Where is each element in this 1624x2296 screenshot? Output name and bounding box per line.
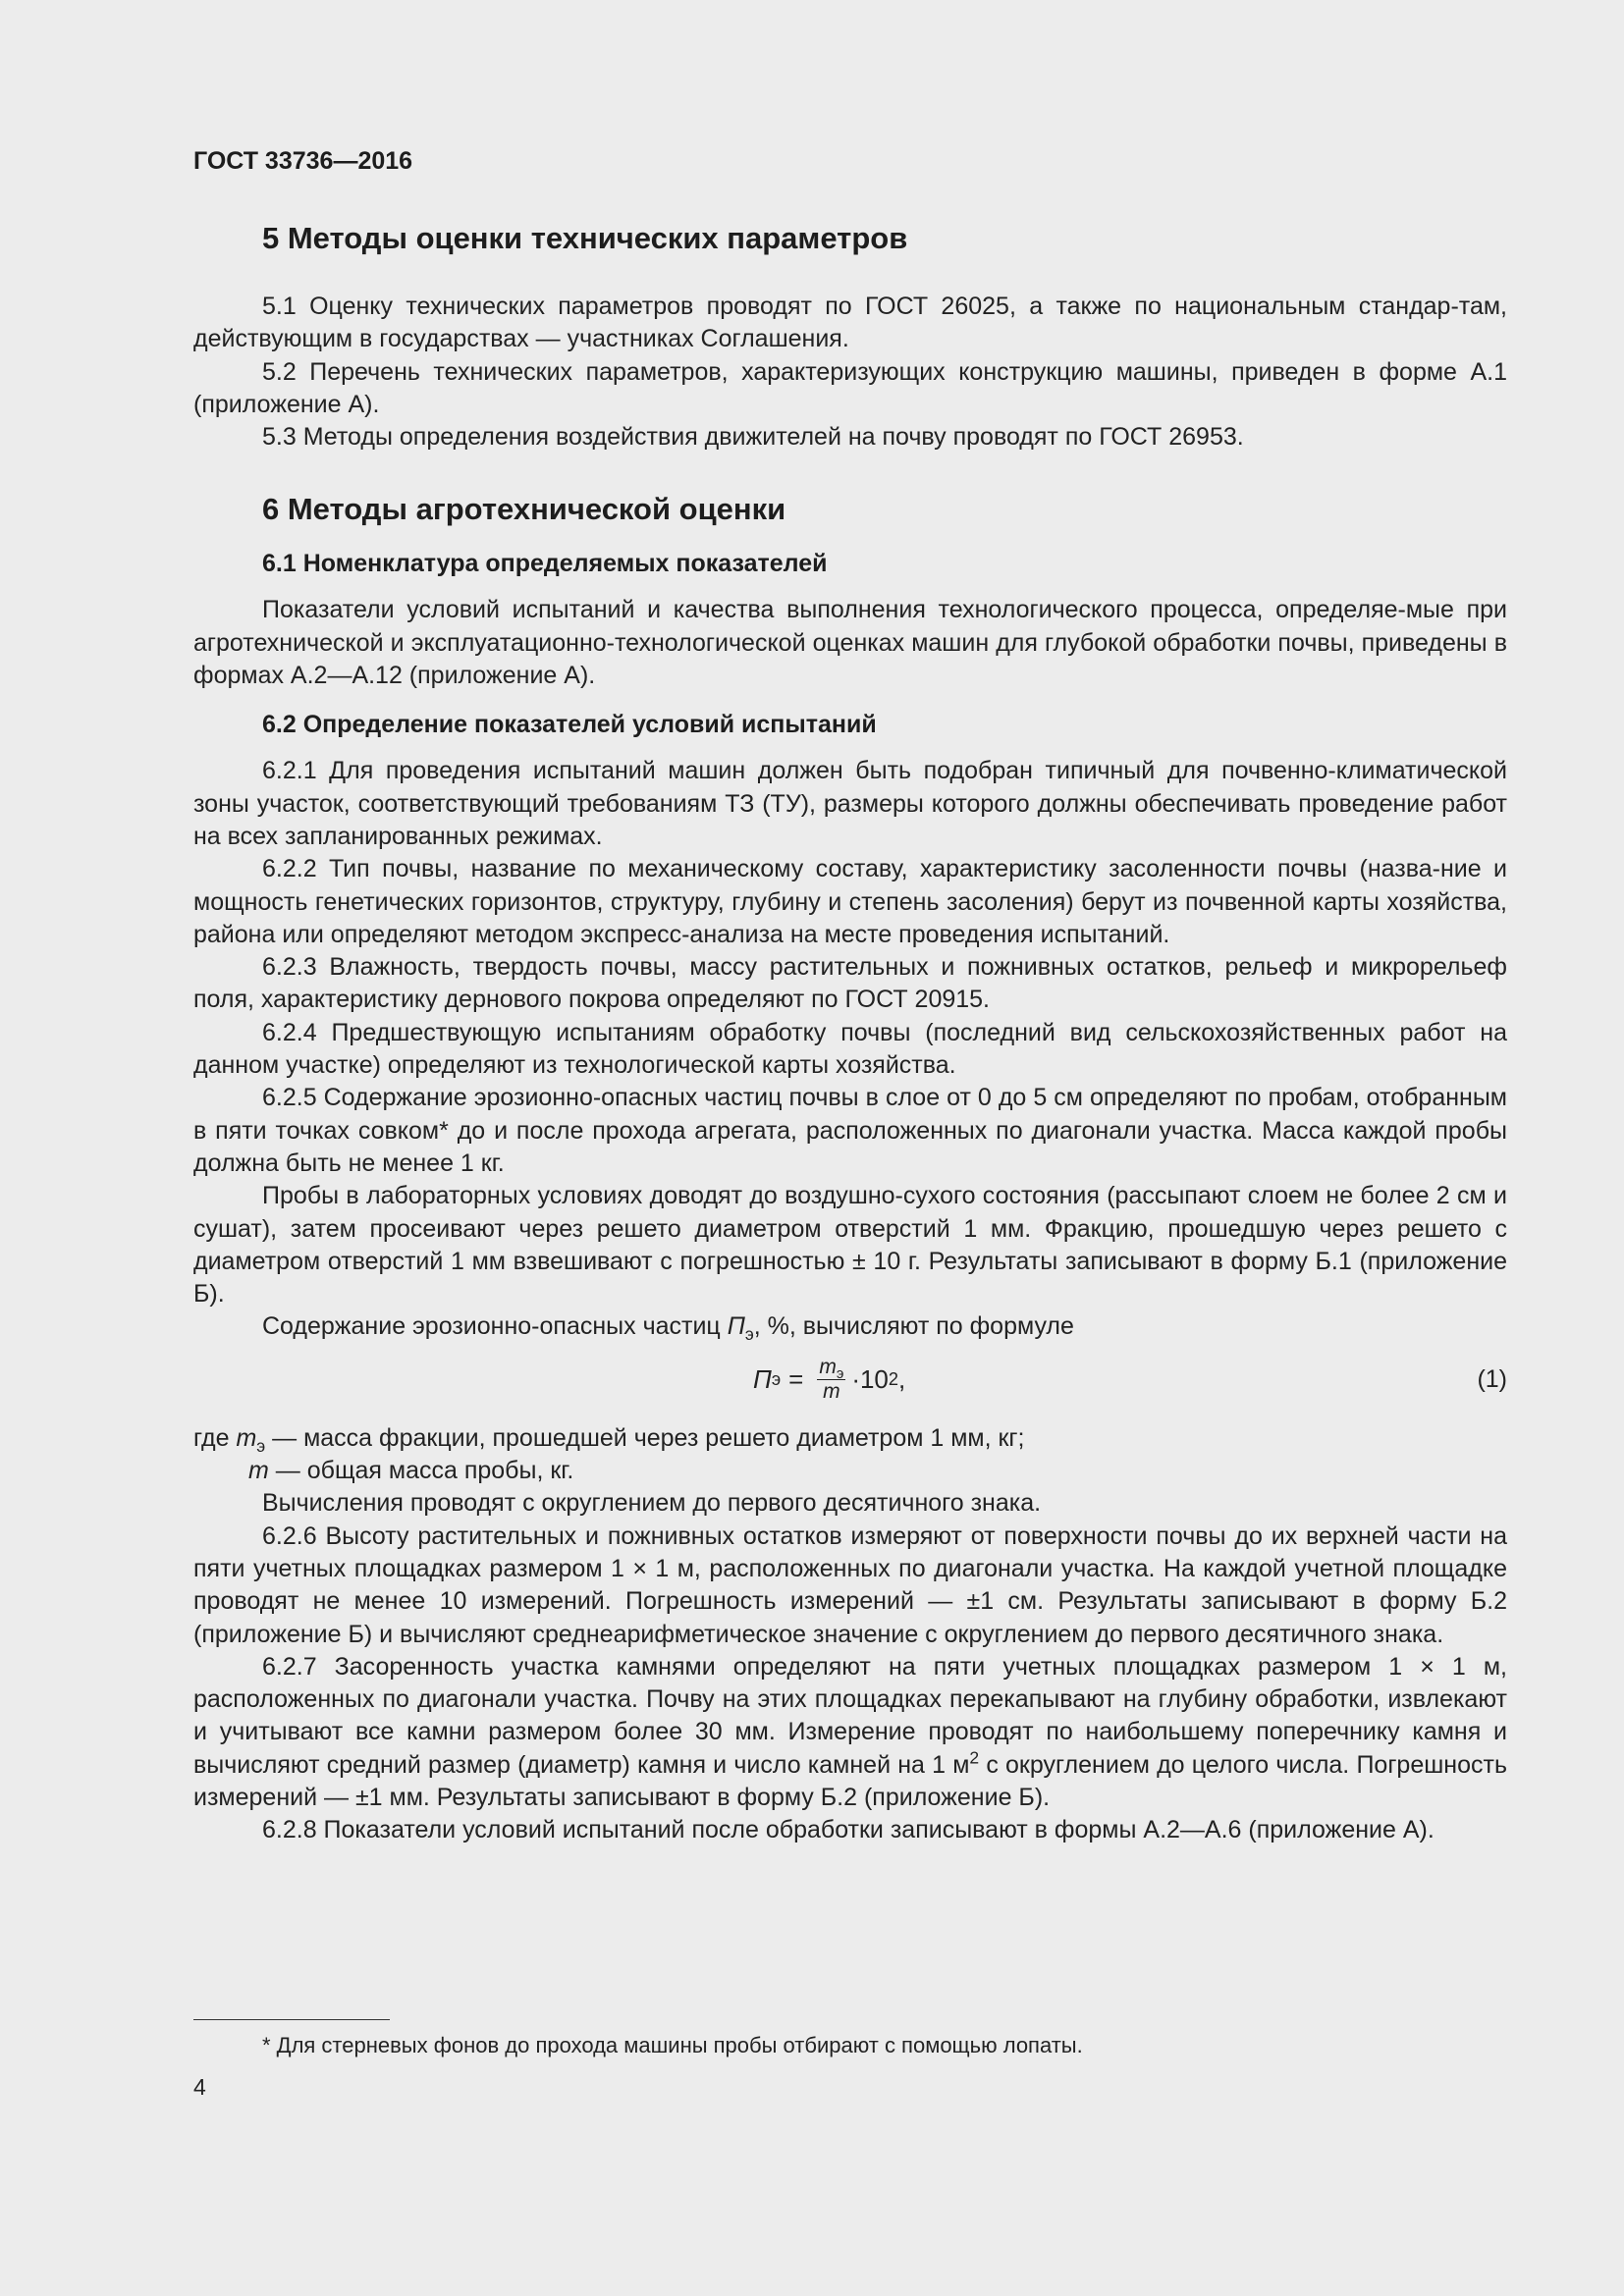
paragraph-6-2-2: 6.2.2 Тип почвы, название по механическому составу, характеристику засоленности почвы (назва-ние и мощность генетических горизонтов, структуру, глубину и степень засоления) берут из почвенной карты хозяйства, района или определяют методом экспресс-анализа на месте проведения испытаний.	[193, 855, 1507, 948]
paragraph-6-2-4: 6.2.4 Предшествующую испытаниям обработку почвы (последний вид сельскохозяйственных работ на данном участке) определяют из технологической карты хозяйства.	[193, 1018, 1507, 1080]
paragraph-5-3: 5.3 Методы определения воздействия движителей на почву проводят по ГОСТ 26953.	[262, 423, 1244, 452]
footnote-divider	[193, 2019, 390, 2020]
document-header: ГОСТ 33736—2016	[193, 147, 413, 175]
paragraph-6-1: Показатели условий испытаний и качества выполнения технологического процесса, определяе-мые при агротехнической и эксплуатационно-технологической оценках машин для глубокой обработки почвы, приведены в формах А.2—А.12 (приложение А).	[193, 596, 1507, 690]
paragraph-5-2: 5.2 Перечень технических параметров, характеризующих конструкцию машины, приведен в форме А.1 (приложение А).	[193, 357, 1507, 418]
subsection-6-1-title: 6.1 Номенклатура определяемых показателей	[262, 550, 828, 578]
paragraph-6-2-5: 6.2.5 Содержание эрозионно-опасных частиц почвы в слое от 0 до 5 см определяют по пробам, отобранным в пяти точках совком* до и после прохода агрегата, расположенных по диагонали участка. Масса каждой пробы должна быть не менее 1 кг.	[193, 1084, 1507, 1177]
formula-1	[193, 1352, 1507, 1416]
section-6-title: 6 Методы агротехнической оценки	[262, 492, 786, 527]
paragraph-rounding: Вычисления проводят с округлением до первого десятичного знака.	[262, 1489, 1042, 1518]
paragraph-5-1: 5.1 Оценку технических параметров проводят по ГОСТ 26025, а также по национальным стандар-там, действующим в государствах — участниках Соглашения.	[193, 293, 1507, 353]
paragraph-6-2-8: 6.2.8 Показатели условий испытаний после обработки записывают в формы А.2—А.6 (приложение А).	[262, 1816, 1435, 1844]
footnote: * Для стерневых фонов до прохода машины пробы отбирают с помощью лопаты.	[262, 2033, 1083, 2057]
subsection-6-2-title: 6.2 Определение показателей условий испытаний	[262, 711, 877, 739]
paragraph-samples: Пробы в лабораторных условиях доводят до воздушно-сухого состояния (рассыпают слоем не более 2 см и сушат), затем просеивают через решето диаметром отверстий 1 мм. Фракцию, прошедшую через решето с диаметром отверстий 1 мм взвешивают с погрешностью ± 10 г. Результаты записывают в форму Б.1 (приложение Б).	[193, 1182, 1507, 1308]
paragraph-formula-intro: Содержание эрозионно-опасных частиц $П_э$, %, вычисляют по формуле	[262, 1312, 1074, 1345]
formula-legend-1: где $m_э$ — масса фракции, прошедшей через решето диаметром 1 мм, кг;	[193, 1423, 1025, 1456]
formula-expression: П э = $\frac{m_э}{m}$ ·10 2 ,	[753, 1355, 906, 1403]
paragraph-6-2-6: 6.2.6 Высоту растительных и пожнивных остатков измеряют от поверхности почвы до их верхней части на пяти учетных площадках размером 1 × 1 м, расположенных по диагонали участка. На каждой учетной площадке проводят не менее 10 измерений. Погрешность измерений — ±1 см. Результаты записывают в форму Б.2 (приложение Б) и вычисляют среднеарифметическое значение с округлением до первого десятичного знака.	[193, 1522, 1507, 1648]
paragraph-6-2-1: 6.2.1 Для проведения испытаний машин должен быть подобран типичный для почвенно-климатической зоны участок, соответствующий требованиям ТЗ (ТУ), размеры которого должны обеспечивать проведение работ на всех запланированных режимах.	[193, 757, 1507, 850]
document-body	[193, 218, 1507, 1847]
formula-fraction: $\frac{m_э}{m}$	[819, 1355, 844, 1403]
page-number: 4	[193, 2074, 206, 2100]
formula-number: (1)	[1477, 1364, 1507, 1393]
paragraph-6-2-3: 6.2.3 Влажность, твердость почвы, массу растительных и пожнивных остатков, рельеф и микрорельеф поля, характеристику дернового покрова определяют по ГОСТ 20915.	[193, 953, 1507, 1014]
paragraph-6-2-7: 6.2.7 Засоренность участка камнями определяют на пяти учетных площадках размером 1 × 1 м, расположенных по диагонали участка. Почву на этих площадках перекапывают на глубину обработки, извлекают и учитывают все камни размером более 30 мм. Измерение проводят по наибольшему поперечнику камня и вычисляют средний размер (диаметр) камня и число камней на 1 $м^2$ с округлением до целого числа. Погрешность измерений — ±1 мм. Результаты записывают в форму Б.2 (приложение Б).	[193, 1652, 1507, 1811]
formula-legend-2: m — общая масса пробы, кг.	[248, 1457, 574, 1485]
section-5-title: 5 Методы оценки технических параметров	[262, 221, 908, 255]
